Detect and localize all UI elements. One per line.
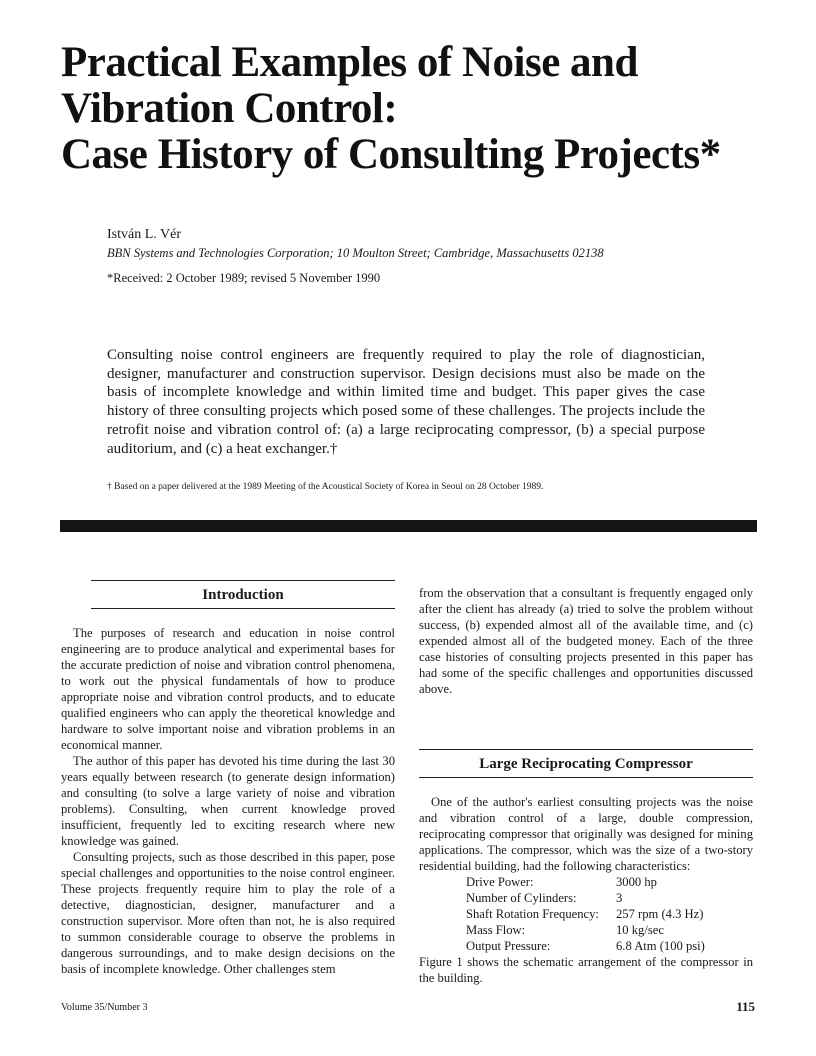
compressor-paragraph-1: One of the author's earliest consulting projects was the noise and vibration control of a large, double compression, reciprocating compressor that originally was designed for mining applications. The compressor, which was the size of a two-story residential building, had the following characteristics: — [419, 795, 753, 873]
spec-row — [466, 922, 705, 938]
spec-label: Output Pressure: — [466, 939, 551, 953]
paper-title — [61, 40, 781, 178]
title-line-3: Case History of Consulting Projects* — [61, 131, 721, 178]
compressor-heading: Large Reciprocating Compressor — [419, 749, 753, 778]
spec-label: Mass Flow: — [466, 923, 526, 937]
intro-paragraph-3: Consulting projects, such as those described in this paper, pose special challenges and opportunities to the noise control engineer. These projects frequently require him to play the role of a detective, diagnostician, designer, manufacturer and a construction supervisor. More often than not, he is also required to summon considerable courage to observe the problems in dangerous surroundings, and to make design decisions on the basis of incomplete knowledge. Other challenges stem — [61, 850, 395, 976]
spec-label: Shaft Rotation Frequency: — [466, 907, 599, 921]
abstract-footnote: † Based on a paper delivered at the 1989 Meeting of the Acoustical Society of Korea in Seoul on 28 October 1989. — [107, 482, 544, 492]
spec-value: 3 — [616, 891, 623, 905]
title-line-2: Vibration Control: — [61, 85, 398, 132]
spec-value: 6.8 Atm (100 psi) — [616, 939, 705, 953]
section-divider-bar — [60, 520, 757, 532]
abstract: Consulting noise control engineers are frequently required to play the role of diagnostician, designer, manufacturer and construction supervisor. Design decisions must also be made on the basis of incomplete knowledge and within limited time and budget. This paper gives the case history of three consulting projects which posed some of these challenges. The projects include the retrofit noise and vibration control of: (a) a large reciprocating compressor, (b) a special purpose auditorium, and (c) a heat exchanger.† — [107, 347, 705, 457]
introduction-heading: Introduction — [91, 580, 395, 609]
spec-value: 257 rpm (4.3 Hz) — [616, 907, 704, 921]
intro-paragraph-2: The author of this paper has devoted his time during the last 30 years equally between research (to generate design information) and consulting (to solve a large variety of noise and vibration problems). Consulting, when current knowledge proved insufficient, frequently led to exciting research where new knowledge was gained. — [61, 754, 395, 848]
spec-label: Drive Power: — [466, 875, 534, 889]
title-line-1: Practical Examples of Noise and — [61, 39, 638, 86]
compressor-paragraph-2: Figure 1 shows the schematic arrangement of the compressor in the building. — [419, 955, 753, 985]
author-name: István L. Vér — [107, 227, 181, 242]
spec-label: Number of Cylinders: — [466, 891, 577, 905]
intro-paragraph-4: from the observation that a consultant is frequently engaged only after the client has already (a) tried to solve the problem without success, (b) expended almost all of the available time, and (c) expended almost all of the budgeted money. Each of the three case histories of consulting projects presented in this paper has had some of the specific challenges and opportunities discussed above. — [419, 586, 753, 696]
spec-row — [466, 874, 705, 890]
received-date: *Received: 2 October 1989; revised 5 November 1990 — [107, 271, 381, 285]
left-column — [61, 580, 395, 977]
author-affiliation: BBN Systems and Technologies Corporation; 10 Moulton Street; Cambridge, Massachusetts 02138 — [107, 246, 604, 260]
spec-row — [466, 938, 705, 954]
spec-row — [466, 890, 705, 906]
spec-value: 10 kg/sec — [616, 923, 664, 937]
spec-value: 3000 hp — [616, 875, 657, 889]
compressor-spec-table — [466, 874, 705, 954]
right-column — [419, 585, 753, 986]
page-number: 115 — [736, 999, 755, 1014]
spec-row — [466, 906, 705, 922]
journal-volume: Volume 35/Number 3 — [61, 1002, 148, 1013]
intro-paragraph-1: The purposes of research and education in noise control engineering are to produce analytical and experimental bases for the accurate prediction of noise and vibration control phenomena, to work out the physical fundamentals of how to produce appropriate noise and vibration control products, and to educate qualified engineers who can apply the theoretical knowledge and hardware to solve important noise and vibration problems in an economical manner. — [61, 626, 395, 752]
